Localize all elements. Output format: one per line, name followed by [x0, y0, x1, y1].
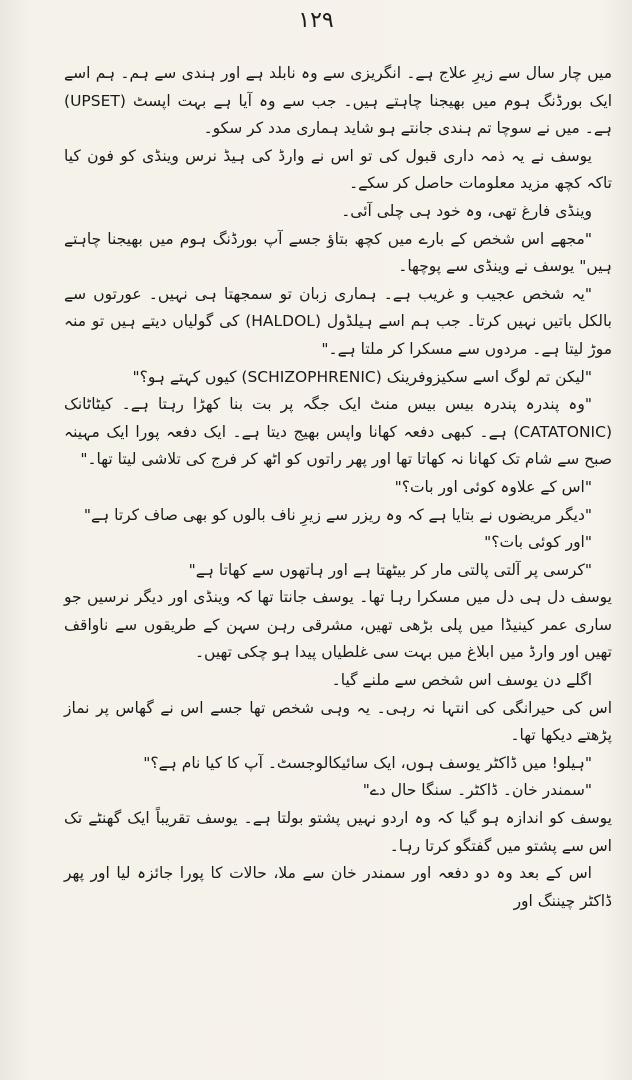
- paragraph: یوسف کو اندازہ ہو گیا کہ وہ اردو نہیں پشتو بولتا ہے۔ یوسف تقریباً ایک گھنٹے تک اس سے پشتو میں گفتگو کرتا رہا۔: [64, 809, 612, 855]
- paragraph: وینڈی فارغ تھی، وہ خود ہی چلی آئی۔: [341, 201, 592, 220]
- paragraph: میں چار سال سے زیرِ علاج ہے۔ انگریزی سے وہ نابلد ہے اور ہندی سے ہم۔ ہم اسے ایک بورڈنگ ہوم میں بھیجنا چاہتے ہیں۔ جب سے وہ آیا ہے بہت اپسٹ (UPSET) ہے۔ میں نے سوچا تم ہندی جانتے ہو شاید ہماری مدد کر سکو۔: [64, 64, 612, 138]
- paragraph: "مجھے اس شخص کے بارے میں کچھ بتاؤ جسے آپ بورڈنگ ہوم میں بھیجنا چاہتے ہیں" یوسف نے وینڈی سے پوچھا۔: [64, 229, 612, 276]
- paragraph: "وہ پندرہ پندرہ بیس بیس منٹ ایک جگہ پر بت بنا کھڑا رہتا ہے۔ کیٹاٹانک (CATATONIC) ہے۔ کبھی دفعہ کھانا واپس بھیج دیتا ہے۔ ایک دفعہ پورا ایک مہینہ صبح سے شام تک کھانا نہ کھاتا تھا اور پھر راتوں کو اٹھ کر فرج کی تلاشی لیتا تھا۔": [64, 395, 612, 469]
- paragraph: "لیکن تم لوگ اسے سکیزوفرینک (SCHIZOPHRENIC) کیوں کہتے ہو؟": [132, 367, 592, 386]
- paragraph: "کرسی پر آلتی پالتی مار کر بیٹھتا ہے اور ہاتھوں سے کھاتا ہے": [188, 560, 592, 579]
- paragraph: اگلے دن یوسف اس شخص سے ملنے گیا۔: [331, 671, 592, 690]
- page-number: ۱۲۹: [298, 8, 334, 33]
- body-text: [64, 60, 612, 915]
- paragraph: یوسف نے یہ ذمہ داری قبول کی تو اس نے وارڈ کی ہیڈ نرس وینڈی کو فون کیا تاکہ کچھ مزید معلومات حاصل کر سکے۔: [64, 146, 612, 193]
- paragraph: اس کے بعد وہ دو دفعہ اور سمندر خان سے ملا، حالات کا پورا جائزہ لیا اور پھر ڈاکٹر چیننگ اور: [64, 864, 612, 910]
- paragraph: "سمندر خان۔ ڈاکٹر۔ سنگا حال دے": [362, 781, 592, 800]
- paragraph: یوسف دل ہی دل میں مسکرا رہا تھا۔ یوسف جانتا تھا کہ وینڈی اور دیگر نرسیں جو ساری عمر کینیڈا میں پلی بڑھی تھیں، مشرقی رہن سہن کے طریقوں سے ناواقف تھیں اور وارڈ میں ابلاغ میں بہت سی غلطیاں پیدا ہو چکی تھیں۔: [64, 588, 612, 662]
- paragraph: اس کی حیرانگی کی انتہا نہ رہی۔ یہ وہی شخص تھا جسے اس نے گھاس پر نماز پڑھتے دیکھا تھا۔: [64, 698, 612, 745]
- paragraph: "دیگر مریضوں نے بتایا ہے کہ وہ ریزر سے زیرِ ناف بالوں کو بھی صاف کرتا ہے": [83, 505, 592, 524]
- paragraph: "یہ شخص عجیب و غریب ہے۔ ہماری زبان تو سمجھتا ہی نہیں۔ عورتوں سے بالکل باتیں نہیں کرتا۔ جب ہم اسے ہیلڈول (HALDOL) کی گولیاں دیتے ہیں تو منہ موڑ لیتا ہے۔ مردوں سے مسکرا کر ملتا ہے۔": [64, 284, 612, 358]
- paragraph: "ہیلو! میں ڈاکٹر یوسف ہوں، ایک سائیکالوجسٹ۔ آپ کا کیا نام ہے؟": [143, 753, 592, 772]
- paragraph: "اس کے علاوہ کوئی اور بات؟": [394, 477, 592, 496]
- paragraph: "اور کوئی بات؟": [484, 533, 592, 552]
